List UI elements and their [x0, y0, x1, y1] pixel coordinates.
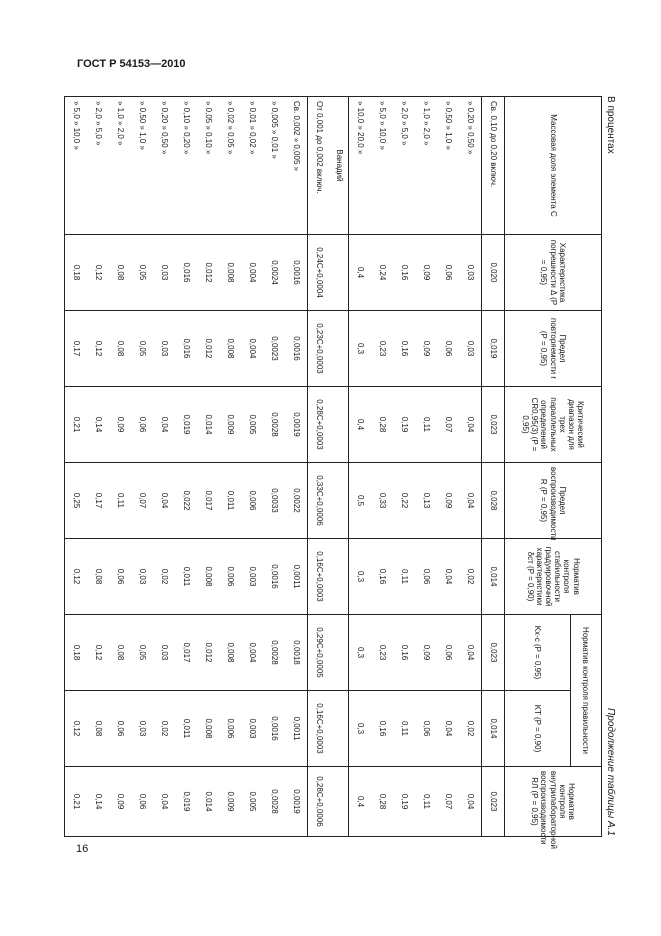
col-reproduc: Предел воспроизводимости R (P = 0,95) [505, 463, 602, 539]
value-cell: 0,04 [459, 463, 482, 539]
table-row [87, 97, 109, 837]
value-cell: 0,25 [65, 463, 88, 539]
value-cell: 0,07 [437, 387, 459, 463]
value-cell: 0,022 [175, 463, 197, 539]
value-cell: 0,014 [197, 387, 219, 463]
value-cell: 0,04 [437, 539, 459, 615]
value-cell: 0,0016 [285, 311, 308, 387]
col-critical: Критический диапазон для трех параллельных определений CR0,95(3) (P = 0,95) [505, 387, 602, 463]
value-cell: 0,12 [87, 615, 109, 691]
value-cell: 0,0016 [263, 691, 285, 767]
value-cell: 0,004 [241, 311, 263, 387]
col-intralab: Норматив контроля внутрилабораторной воспроизводимости RЛ (P = 0,95) [505, 767, 602, 837]
value-cell: 0,03 [459, 311, 482, 387]
value-cell: 0,019 [482, 311, 505, 387]
value-cell: 0,5 [349, 463, 372, 539]
value-cell: 0,014 [482, 539, 505, 615]
row-label: » 0,20 » 0,50 » [459, 97, 482, 235]
table-row [308, 97, 331, 837]
value-cell: 0,19 [393, 767, 415, 837]
col-kxc: Kх-с (P = 0,95) [505, 615, 571, 691]
value-cell: 0,23 [371, 615, 393, 691]
value-cell: 0,006 [219, 539, 241, 615]
value-cell: 0,011 [219, 463, 241, 539]
value-cell: 0,28 [371, 387, 393, 463]
value-cell: 0,4 [349, 387, 372, 463]
value-cell: 0,005 [241, 767, 263, 837]
value-cell: 0,08 [109, 615, 131, 691]
row-label: » 1,0 » 2,0 » [415, 97, 437, 235]
value-cell: 0,05 [131, 311, 153, 387]
row-label: » 1,0 » 2,0 » [109, 97, 131, 235]
value-cell: 0,02 [459, 691, 482, 767]
value-cell: 0,3 [349, 691, 372, 767]
value-cell: 0,0019 [285, 767, 308, 837]
section-title [330, 97, 349, 235]
value-cell: 0,011 [175, 539, 197, 615]
value-cell: 0,003 [241, 691, 263, 767]
row-label: » 0,005 » 0,01 » [263, 97, 285, 235]
header-row [570, 97, 601, 837]
value-cell: 0,16 [393, 311, 415, 387]
value-cell: 0,09 [415, 311, 437, 387]
value-cell: 0,0011 [285, 691, 308, 767]
value-cell: 0,09 [437, 463, 459, 539]
value-cell: 0,006 [241, 463, 263, 539]
row-label: » 0,50 » 1,0 » [437, 97, 459, 235]
value-cell: 0,06 [415, 691, 437, 767]
value-cell: 0,05 [131, 235, 153, 311]
value-cell: 0,019 [175, 767, 197, 837]
value-cell: 0,016 [175, 311, 197, 387]
col-kt: KT (P = 0,90) [505, 691, 571, 767]
value-cell: 0,06 [437, 235, 459, 311]
value-cell: 0,04 [437, 691, 459, 767]
table-row [285, 97, 308, 837]
table-row [349, 97, 372, 837]
value-cell: 0,0033 [263, 463, 285, 539]
value-cell: 0,21 [65, 767, 88, 837]
row-label: » 5,0 » 10,0 » [65, 97, 88, 235]
value-cell: 0,12 [87, 235, 109, 311]
rotated-table-area [71, 96, 624, 849]
value-cell: 0,4 [349, 235, 372, 311]
row-label: От 0,001 до 0,002 включ. [308, 97, 331, 235]
empty-cell [330, 463, 349, 539]
table-row [153, 97, 175, 837]
empty-cell [330, 767, 349, 837]
empty-cell [330, 235, 349, 311]
value-cell: 0,012 [197, 235, 219, 311]
value-cell: 0,04 [153, 387, 175, 463]
value-cell: 0,02 [153, 539, 175, 615]
value-cell: 0,0019 [285, 387, 308, 463]
table-row [241, 97, 263, 837]
row-label: » 0,10 » 0,20 » [175, 97, 197, 235]
value-cell: 0,29С+0,0005 [308, 615, 331, 691]
value-cell: 0,06 [109, 539, 131, 615]
value-cell: 0,11 [415, 387, 437, 463]
value-cell: 0,011 [175, 691, 197, 767]
value-cell: 0,13 [415, 463, 437, 539]
row-label: Св. 0,002 » 0,005 » [285, 97, 308, 235]
value-cell: 0,023 [482, 767, 505, 837]
row-label: » 0,20 » 0,50 » [153, 97, 175, 235]
value-cell: 0,04 [153, 767, 175, 837]
value-cell: 0,0028 [263, 387, 285, 463]
table-row [459, 97, 482, 837]
value-cell: 0,11 [393, 539, 415, 615]
value-cell: 0,12 [87, 311, 109, 387]
value-cell: 0,24 [371, 235, 393, 311]
row-label: » 2,0 » 5,0 » [393, 97, 415, 235]
value-cell: 0,19 [393, 387, 415, 463]
value-cell: 0,16 [371, 539, 393, 615]
value-cell: 0,3 [349, 615, 372, 691]
col-stab: Норматив контроля стабильности градуировочной характеристики δст (P = 0,90) [505, 539, 602, 615]
value-cell: 0,33 [371, 463, 393, 539]
value-cell: 0,08 [109, 235, 131, 311]
value-cell: 0,04 [459, 615, 482, 691]
value-cell: 0,06 [437, 311, 459, 387]
value-cell: 0,028 [482, 463, 505, 539]
empty-cell [330, 691, 349, 767]
value-cell: 0,0023 [263, 311, 285, 387]
value-cell: 0,03 [153, 311, 175, 387]
value-cell: 0,004 [241, 235, 263, 311]
value-cell: 0,04 [153, 463, 175, 539]
value-cell: 0,0028 [263, 767, 285, 837]
empty-cell [330, 539, 349, 615]
page-number: 16 [76, 843, 89, 855]
section-title-text: Ванадий [334, 149, 344, 182]
table-row [65, 97, 88, 837]
value-cell: 0,08 [109, 311, 131, 387]
value-cell: 0,06 [109, 691, 131, 767]
value-cell: 0,28С+0,0003 [308, 387, 331, 463]
value-cell: 0,06 [415, 539, 437, 615]
value-cell: 0,0022 [285, 463, 308, 539]
col-fraction: Массовая доля элемента С [505, 97, 602, 235]
value-cell: 0,0018 [285, 615, 308, 691]
value-cell: 0,24С+0,0004 [308, 235, 331, 311]
table-row [263, 97, 285, 837]
value-cell: 0,019 [175, 387, 197, 463]
row-label: » 5,0 » 10,0 » [371, 97, 393, 235]
value-cell: 0,012 [197, 311, 219, 387]
value-cell: 0,008 [219, 311, 241, 387]
table-row [109, 97, 131, 837]
value-cell: 0,0024 [263, 235, 285, 311]
col-accuracy-group: Норматив контроля правильности [570, 615, 601, 767]
value-cell: 0,12 [65, 691, 88, 767]
empty-cell [330, 387, 349, 463]
value-cell: 0,02 [459, 539, 482, 615]
value-cell: 0,023 [482, 387, 505, 463]
value-cell: 0,06 [437, 615, 459, 691]
value-cell: 0,009 [219, 387, 241, 463]
table-row [131, 97, 153, 837]
value-cell: 0,06 [131, 767, 153, 837]
value-cell: 0,09 [415, 235, 437, 311]
value-cell: 0,014 [482, 691, 505, 767]
value-cell: 0,014 [197, 767, 219, 837]
value-cell: 0,16С+0,0003 [308, 539, 331, 615]
value-cell: 0,16 [371, 691, 393, 767]
col-error: Характеристика погрешности Δ (P = 0,95) [505, 235, 602, 311]
value-cell: 0,11 [109, 463, 131, 539]
value-cell: 0,4 [349, 767, 372, 837]
value-cell: 0,0016 [285, 235, 308, 311]
value-cell: 0,03 [153, 615, 175, 691]
value-cell: 0,3 [349, 311, 372, 387]
value-cell: 0,18 [65, 615, 88, 691]
value-cell: 0,08 [87, 691, 109, 767]
empty-cell [330, 311, 349, 387]
row-label: » 0,01 » 0,02 » [241, 97, 263, 235]
row-label: » 2,0 » 5,0 » [87, 97, 109, 235]
value-cell: 0,11 [393, 691, 415, 767]
table-continuation-caption: Продолжение таблицы А.1 [605, 708, 616, 836]
table-row [393, 97, 415, 837]
value-cell: 0,07 [131, 463, 153, 539]
value-cell: 0,003 [241, 539, 263, 615]
value-cell: 0,009 [219, 767, 241, 837]
row-label: » 0,05 » 0,10 » [197, 97, 219, 235]
value-cell: 0,16С+0,0003 [308, 691, 331, 767]
row-label: » 0,50 » 1,0 » [131, 97, 153, 235]
value-cell: 0,28 [371, 767, 393, 837]
value-cell: 0,06 [131, 387, 153, 463]
section-header-row [330, 97, 349, 837]
value-cell: 0,22 [393, 463, 415, 539]
value-cell: 0,23 [371, 311, 393, 387]
value-cell: 0,008 [219, 235, 241, 311]
value-cell: 0,0011 [285, 539, 308, 615]
value-cell: 0,023 [482, 615, 505, 691]
value-cell: 0,14 [87, 767, 109, 837]
value-cell: 0,004 [241, 615, 263, 691]
value-cell: 0,03 [153, 235, 175, 311]
value-cell: 0,16 [393, 615, 415, 691]
value-cell: 0,3 [349, 539, 372, 615]
value-cell: 0,17 [87, 463, 109, 539]
value-cell: 0,008 [219, 615, 241, 691]
row-label: Св. 0,10 до 0,20 включ. [482, 97, 505, 235]
value-cell: 0,03 [131, 691, 153, 767]
value-cell: 0,005 [241, 387, 263, 463]
units-caption: В процентах [605, 96, 616, 154]
row-label: » 10,0 » 20,0 » [349, 97, 372, 235]
table-row [482, 97, 505, 837]
value-cell: 0,0028 [263, 615, 285, 691]
value-cell: 0,23С+0,0003 [308, 311, 331, 387]
value-cell: 0,04 [459, 767, 482, 837]
value-cell: 0,04 [459, 387, 482, 463]
value-cell: 0,020 [482, 235, 505, 311]
value-cell: 0,28С+0,0006 [308, 767, 331, 837]
table-row [415, 97, 437, 837]
table-row [197, 97, 219, 837]
document-title: ГОСТ Р 54153—2010 [77, 58, 186, 70]
value-cell: 0,017 [197, 463, 219, 539]
value-cell: 0,03 [459, 235, 482, 311]
table-row [371, 97, 393, 837]
value-cell: 0,03 [131, 539, 153, 615]
value-cell: 0,08 [87, 539, 109, 615]
value-cell: 0,33С+0,0006 [308, 463, 331, 539]
col-repeat: Предел повторяемости r (P = 0,95) [505, 311, 602, 387]
value-cell: 0,09 [415, 615, 437, 691]
table-row [437, 97, 459, 837]
data-table [64, 96, 602, 849]
value-cell: 0,017 [175, 615, 197, 691]
value-cell: 0,02 [153, 691, 175, 767]
value-cell: 0,016 [175, 235, 197, 311]
value-cell: 0,012 [197, 615, 219, 691]
table-body [65, 97, 505, 837]
value-cell: 0,09 [109, 387, 131, 463]
value-cell: 0,008 [197, 691, 219, 767]
value-cell: 0,0016 [263, 539, 285, 615]
value-cell: 0,09 [109, 767, 131, 837]
value-cell: 0,18 [65, 235, 88, 311]
value-cell: 0,11 [415, 767, 437, 837]
value-cell: 0,14 [87, 387, 109, 463]
table-row [175, 97, 197, 837]
empty-cell [330, 615, 349, 691]
value-cell: 0,17 [65, 311, 88, 387]
value-cell: 0,21 [65, 387, 88, 463]
value-cell: 0,12 [65, 539, 88, 615]
value-cell: 0,006 [219, 691, 241, 767]
row-label: » 0,02 » 0,05 » [219, 97, 241, 235]
value-cell: 0,16 [393, 235, 415, 311]
value-cell: 0,008 [197, 539, 219, 615]
table-row [219, 97, 241, 837]
value-cell: 0,07 [437, 767, 459, 837]
value-cell: 0,05 [131, 615, 153, 691]
